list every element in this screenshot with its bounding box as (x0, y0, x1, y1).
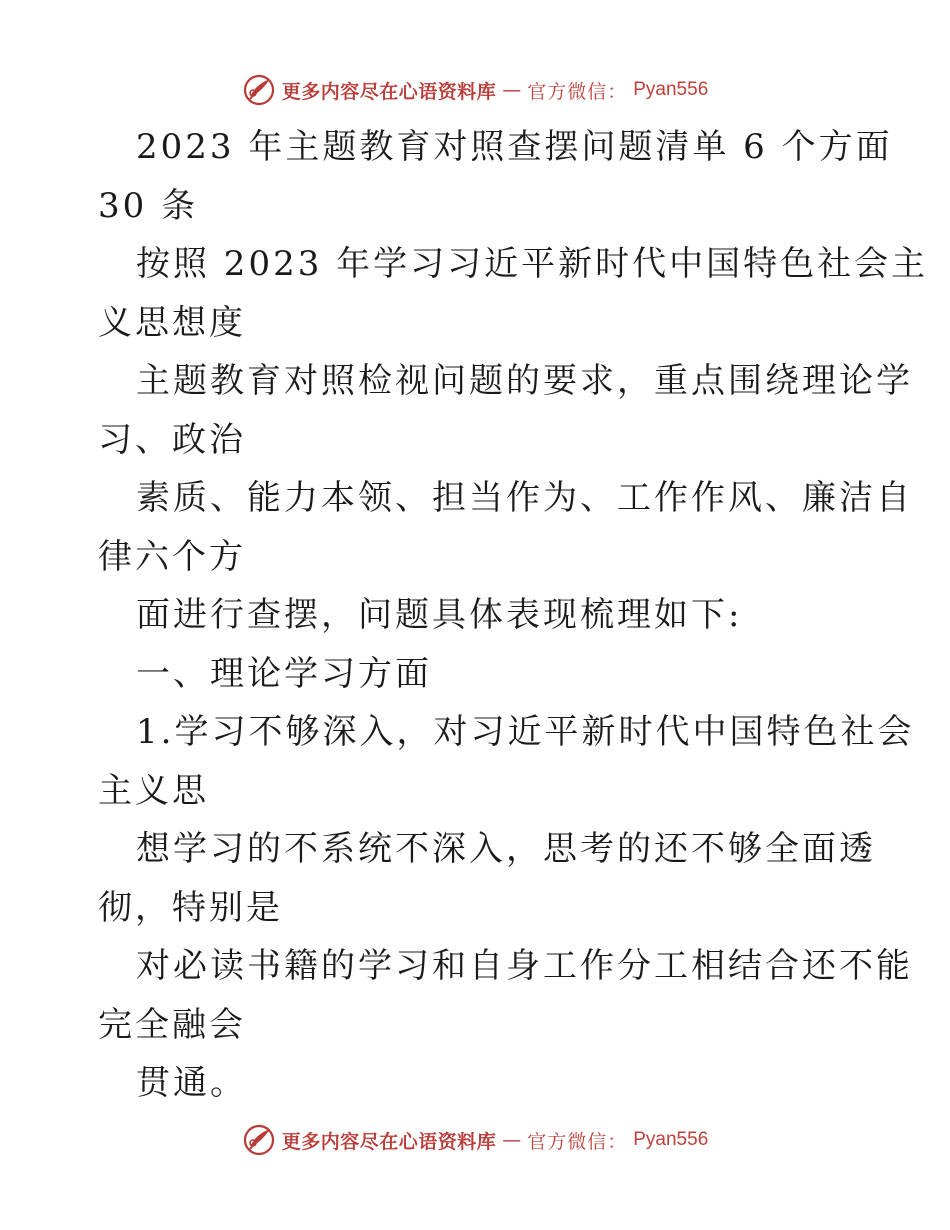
text-line: 1.学习不够深入，对习近平新时代中国特色社会 (136, 712, 915, 752)
text-line: 彻，特别是 (98, 887, 283, 928)
text-line: 30 条 (98, 185, 199, 226)
text-line: 律六个方 (98, 536, 246, 577)
text-line: 素质、能力本领、担当作为、工作作风、廉洁自 (136, 478, 913, 518)
text-line: 想学习的不系统不深入，思考的还不够全面透 (136, 829, 876, 869)
quill-logo-icon (242, 73, 276, 107)
text-line: 主题教育对照检视问题的要求，重点围绕理论学 (136, 361, 913, 401)
document-body (98, 118, 929, 1113)
quill-logo-icon (242, 1123, 276, 1157)
text-line: 义思想度 (98, 302, 246, 343)
text-line: 按照 2023 年学习习近平新时代中国特色社会主 (136, 244, 929, 284)
header-watermark-banner (0, 70, 950, 110)
banner-dash: — (502, 1129, 522, 1151)
text-line: 对必读书籍的学习和自身工作分工相结合还不能 (136, 946, 913, 986)
text-line: 面进行查摆，问题具体表现梳理如下: (136, 595, 743, 635)
text-line: 完全融会 (98, 1004, 246, 1045)
banner-title: 更多内容尽在心语资料库 (281, 1130, 497, 1153)
text-line: 主义思 (98, 770, 209, 811)
text-line: 贯通。 (136, 1063, 247, 1103)
banner-title: 更多内容尽在心语资料库 (281, 80, 497, 103)
wechat-id: Pyan556 (633, 79, 709, 100)
footer-watermark-banner (0, 1120, 950, 1160)
wechat-label: 官方微信： (527, 1130, 628, 1153)
wechat-label: 官方微信： (527, 80, 628, 103)
text-line: 习、政治 (98, 419, 246, 460)
banner-dash: — (502, 79, 522, 101)
wechat-id: Pyan556 (633, 1129, 709, 1150)
text-line: 2023 年主题教育对照查摆问题清单 6 个方面 (136, 127, 893, 167)
section-heading: 一、理论学习方面 (136, 653, 432, 694)
